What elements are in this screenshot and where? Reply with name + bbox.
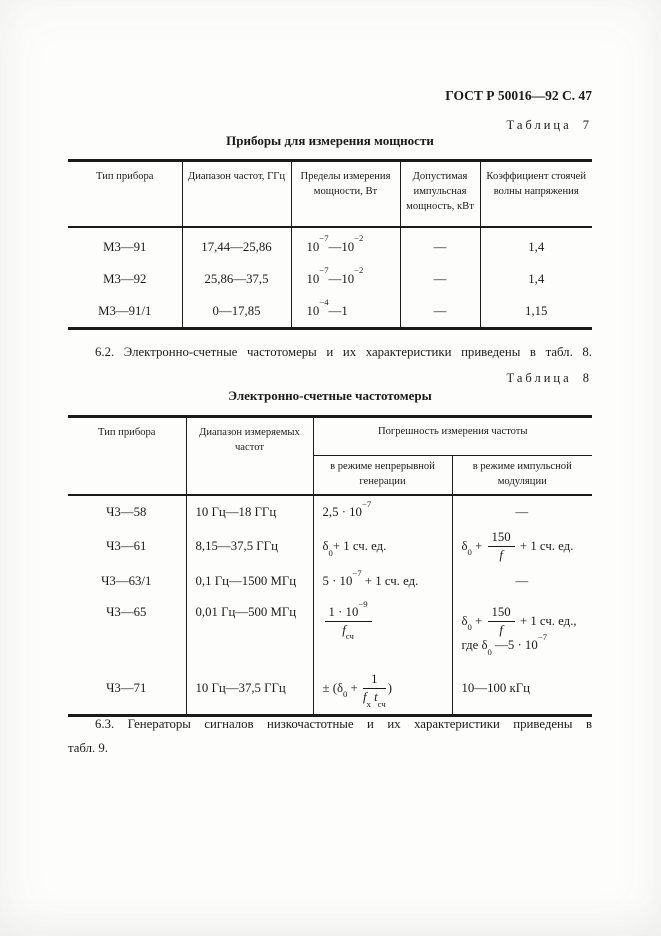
- device-type-cell: М3—92: [68, 263, 182, 295]
- power-limits-cell: $10^{-4}—1$: [291, 295, 400, 329]
- table-8-title: Электронно-счетные частотомеры: [228, 388, 432, 403]
- header-pulse-power: Допустимая импульсная мощность, кВт: [400, 161, 480, 228]
- power-limits-cell: $10^{-7}—10^{-2}$: [291, 263, 400, 295]
- cont-mode-error-cell: $2,5 \cdot 10^{-7}$: [313, 495, 452, 529]
- header-measured-range: Диапазон измеряемых частот: [186, 417, 313, 496]
- pulse-mode-error-cell: —: [515, 573, 529, 588]
- pulse-mode-error-cell: —: [515, 505, 529, 519]
- frequency-counters-table: [68, 415, 592, 717]
- table-row: [68, 598, 592, 664]
- table-8-label: Таблица 8: [506, 371, 592, 385]
- table-7-label: Таблица 7: [506, 118, 592, 132]
- vswr-cell: 1,4: [528, 271, 545, 286]
- header-continuous-mode: в режиме непрерывной генерации: [313, 456, 452, 496]
- vswr-cell: 1,15: [525, 303, 548, 318]
- header-power-limits: Пределы измерения мощности, Вт: [291, 161, 400, 228]
- table-header-row: [68, 417, 592, 456]
- freq-range-cell: 0—17,85: [182, 295, 291, 329]
- header-freq-range: Диапазон частот, ГГц: [182, 161, 291, 228]
- table-row: [68, 263, 592, 295]
- freq-range-cell: 0,01 Гц—500 МГц: [186, 598, 313, 664]
- device-type-cell: Ч3—65: [68, 598, 186, 664]
- device-type-cell: Ч3—61: [68, 529, 186, 565]
- pulse-power-cell: —: [400, 295, 480, 329]
- section-6-3-text: [68, 712, 592, 760]
- table-header-row: [68, 161, 592, 228]
- device-type-cell: М3—91: [68, 227, 182, 263]
- table-row: [68, 495, 592, 529]
- pulse-mode-error-cell: $\delta_0$ + $\frac{150}{f}$ + 1 сч. ед., где $\delta_0$ —5 · $10^{-7}$: [461, 604, 577, 657]
- cont-mode-error-cell: $5 \cdot 10^{-7} + 1$ сч. ед.: [313, 565, 452, 598]
- section-6-3-line-1: 6.3. Генераторы сигналов низкочастотные и их характеристики приведены в: [95, 716, 592, 731]
- cont-mode-error-cell: $\delta_0+ 1$ сч. ед.: [313, 529, 452, 565]
- table-row: [68, 664, 592, 716]
- power-meters-table: [68, 159, 592, 330]
- pulse-power-cell: —: [400, 227, 480, 263]
- section-6-2-text: 6.2. Электронно-счетные частотомеры и их характеристики приведены в табл. 8.: [95, 344, 592, 359]
- freq-range-cell: 10 Гц—37,5 ГГц: [186, 664, 313, 716]
- device-type-cell: Ч3—63/1: [68, 565, 186, 598]
- vswr-cell: 1,4: [528, 239, 545, 254]
- header-device-type: Тип прибора: [68, 161, 182, 228]
- freq-range-cell: 0,1 Гц—1500 МГц: [186, 565, 313, 598]
- header-pulse-mode: в режиме импульсной модуляции: [452, 456, 592, 496]
- header-freq-error: Погрешность измерения частоты: [313, 417, 592, 456]
- freq-range-cell: 25,86—37,5: [182, 263, 291, 295]
- freq-range-cell: 17,44—25,86: [182, 227, 291, 263]
- pulse-mode-error-cell: 10—100 кГц: [461, 681, 530, 696]
- header-device-type: Тип прибора: [68, 417, 186, 496]
- cont-mode-error-cell: $\frac{1 \cdot 10^{-9}}{f_{сч}}$: [313, 598, 452, 664]
- table-row: [68, 227, 592, 263]
- pulse-mode-error-cell: $\delta_0$ + $\frac{150}{f}$ + 1 сч. ед.: [461, 530, 574, 563]
- page-header: ГОСТ Р 50016—92 С. 47: [445, 88, 592, 103]
- device-type-cell: Ч3—71: [68, 664, 186, 716]
- power-limits-cell: $10^{-7}—10^{-2}$: [291, 227, 400, 263]
- section-6-3-line-2: табл. 9.: [68, 740, 109, 755]
- pulse-power-cell: —: [400, 263, 480, 295]
- device-type-cell: Ч3—58: [68, 495, 186, 529]
- freq-range-cell: 8,15—37,5 ГГц: [186, 529, 313, 565]
- cont-mode-error-cell: ± ($\delta_0$ + $\frac{1}{f_х t_{сч}}$ ): [313, 664, 452, 716]
- device-type-cell: М3—91/1: [68, 295, 182, 329]
- table-row: [68, 565, 592, 598]
- header-vswr: Коэффициент стоячей волны напряжения: [480, 161, 592, 228]
- table-row: [68, 529, 592, 565]
- table-7-title: Приборы для измерения мощности: [226, 133, 434, 148]
- table-row: [68, 295, 592, 329]
- freq-range-cell: 10 Гц—18 ГГц: [186, 495, 313, 529]
